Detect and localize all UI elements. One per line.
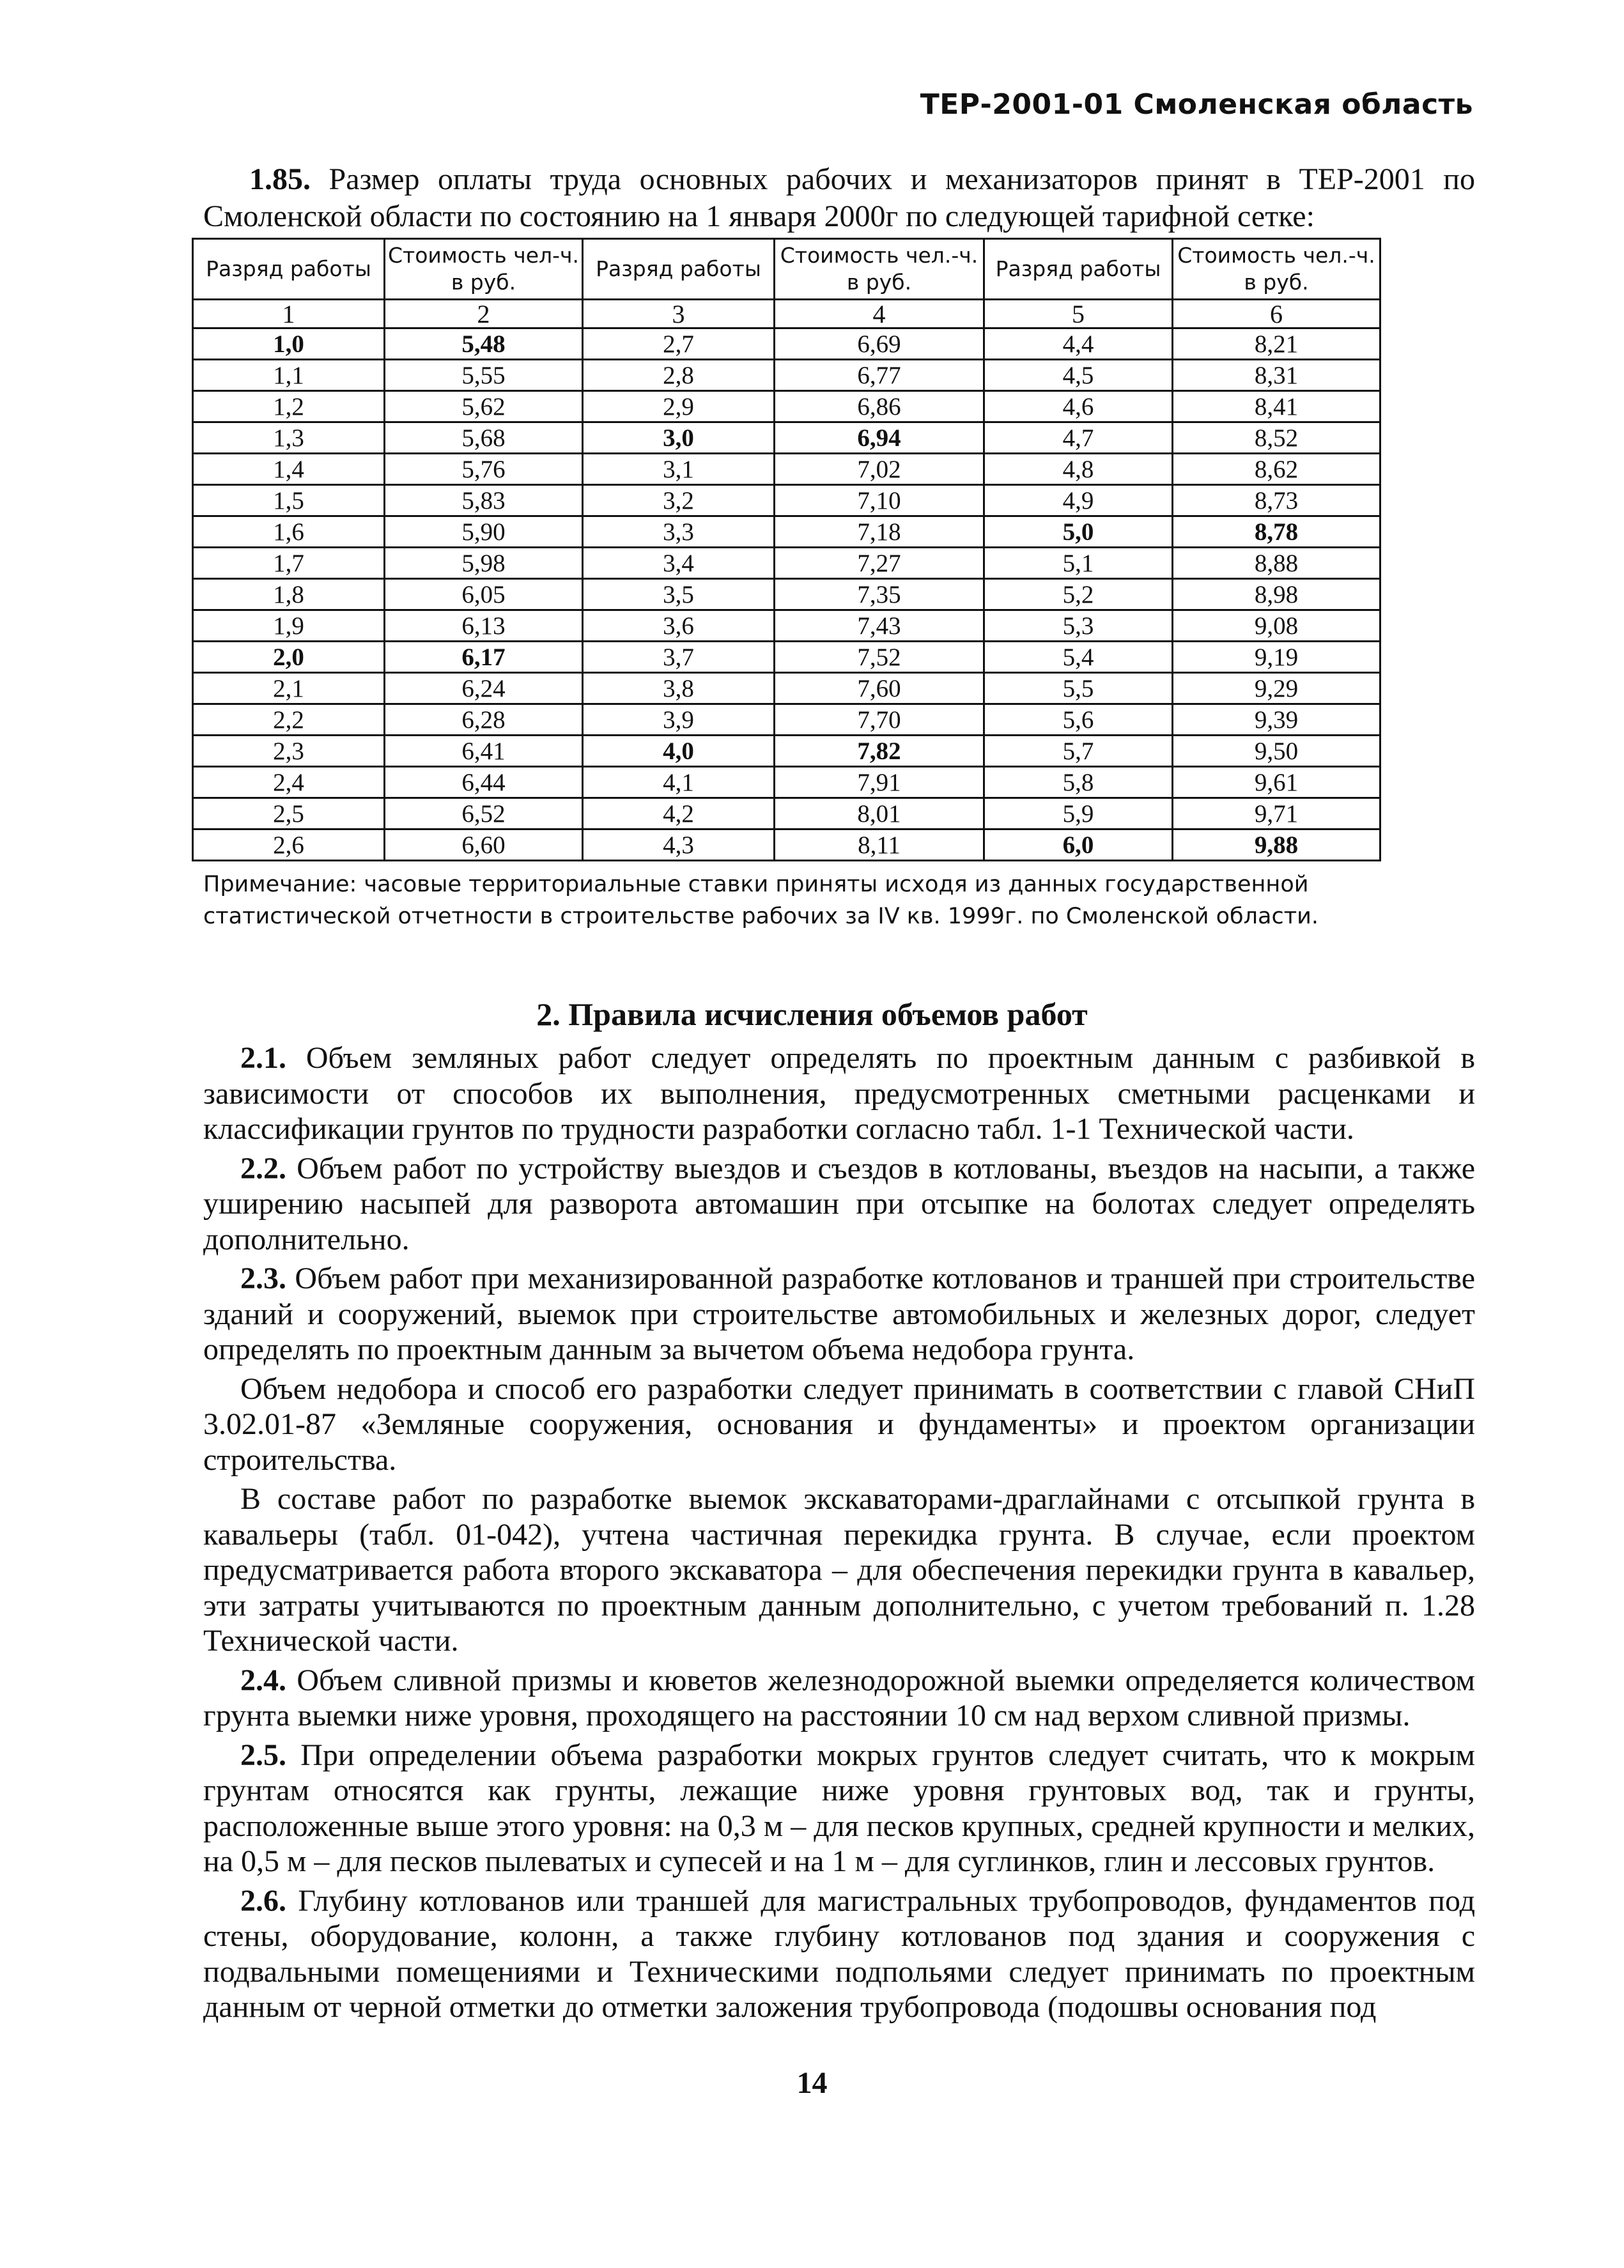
table-cell: 7,70 — [775, 704, 984, 736]
paragraph-text: Объем сливной призмы и кюветов железнодорожной выемки определяется количеством грунта выемки ниже уровня, проходящего на расстоянии 10 см над верхом сливной призмы. — [203, 1663, 1475, 1732]
page-number: 14 — [796, 2066, 828, 2100]
table-cell: 1,1 — [193, 360, 385, 391]
table-cell: 2,0 — [193, 642, 385, 673]
table-cell: 5,9 — [984, 798, 1173, 829]
header-cell: Стоимость чел.-ч. в руб. — [775, 239, 984, 300]
table-cell: 7,18 — [775, 516, 984, 548]
column-number: 3 — [583, 300, 775, 328]
table-cell: 7,82 — [775, 736, 984, 767]
table-cell: 4,2 — [583, 798, 775, 829]
table-header-row — [193, 239, 1380, 300]
table-cell: 6,17 — [385, 642, 583, 673]
table-cell: 8,73 — [1173, 485, 1380, 516]
paragraph-text: Объем недобора и способ его разработки следует принимать в соответствии с главой СНиП 3.02.01-87 «Земляные сооружения, основания и фундаменты» и проектом организации строительства. — [203, 1371, 1475, 1477]
table-cell: 4,0 — [583, 736, 775, 767]
table-cell: 1,6 — [193, 516, 385, 548]
table-cell: 5,0 — [984, 516, 1173, 548]
table-row — [193, 829, 1380, 861]
table-cell: 9,19 — [1173, 642, 1380, 673]
table-cell: 5,5 — [984, 673, 1173, 704]
table-cell: 4,6 — [984, 391, 1173, 422]
header-cell: Разряд работы — [984, 239, 1173, 300]
table-row — [193, 736, 1380, 767]
table-cell: 8,88 — [1173, 548, 1380, 579]
table-cell: 8,11 — [775, 829, 984, 861]
table-cell: 6,94 — [775, 422, 984, 454]
paragraph-number: 2.3. — [240, 1261, 286, 1295]
table-cell: 5,98 — [385, 548, 583, 579]
paragraph-text: В составе работ по разработке выемок экскаваторами-драглайнами с отсыпкой грунта в кавальеры (табл. 01-042), учтена частичная перекидка грунта. В случае, если проектом предусматривается работа второго экскаватора – для обеспечения перекидки грунта в кавальер, эти затраты учитываются по проектным данным дополнительно, с учетом требований п. 1.28 Технической части. — [203, 1482, 1475, 1658]
intro-paragraph — [203, 161, 1475, 235]
table-cell: 4,1 — [583, 767, 775, 798]
column-number: 5 — [984, 300, 1173, 328]
table-cell: 9,08 — [1173, 610, 1380, 642]
table-row — [193, 798, 1380, 829]
intro-text: Размер оплаты труда основных рабочих и механизаторов принят в ТЕР-2001 по Смоленской области по состоянию на 1 января 2000г по следующей тарифной сетке: — [203, 162, 1475, 233]
table-cell: 1,0 — [193, 328, 385, 360]
table-cell: 6,28 — [385, 704, 583, 736]
table-cell: 2,7 — [583, 328, 775, 360]
table-cell: 6,0 — [984, 829, 1173, 861]
table-cell: 4,8 — [984, 454, 1173, 485]
paragraph-number: 2.4. — [240, 1663, 286, 1697]
table-cell: 2,5 — [193, 798, 385, 829]
paragraph-number: 2.1. — [240, 1041, 286, 1075]
header-cell: Стоимость чел.-ч. в руб. — [1173, 239, 1380, 300]
table-cell: 8,98 — [1173, 579, 1380, 610]
table-cell: 1,9 — [193, 610, 385, 642]
running-header: ТЕР-2001-01 Смоленская область — [920, 88, 1473, 121]
table-cell: 5,2 — [984, 579, 1173, 610]
table-cell: 6,60 — [385, 829, 583, 861]
table-row — [193, 422, 1380, 454]
table-cell: 6,52 — [385, 798, 583, 829]
table-cell: 1,2 — [193, 391, 385, 422]
table-cell: 7,35 — [775, 579, 984, 610]
table-cell: 8,41 — [1173, 391, 1380, 422]
table-cell: 3,6 — [583, 610, 775, 642]
column-number: 1 — [193, 300, 385, 328]
table-cell: 8,21 — [1173, 328, 1380, 360]
table-row — [193, 548, 1380, 579]
column-number: 6 — [1173, 300, 1380, 328]
paragraph-text: Объем работ по устройству выездов и съездов в котлованы, въездов на насыпи, а также уширению насыпей для разворота автомашин при отсыпке на болотах следует определять дополнительно. — [203, 1151, 1475, 1256]
table-cell: 3,8 — [583, 673, 775, 704]
table-row — [193, 767, 1380, 798]
table-cell: 9,29 — [1173, 673, 1380, 704]
table-cell: 1,7 — [193, 548, 385, 579]
table-cell: 5,62 — [385, 391, 583, 422]
intro-number: 1.85. — [249, 162, 311, 196]
body-paragraph — [203, 1883, 1475, 2025]
table-cell: 5,7 — [984, 736, 1173, 767]
paragraph-text: Объем земляных работ следует определять по проектным данным с разбивкой в зависимости от способов их выполнения, предусмотренных сметными расценками и классификации грунтов по трудности разработки согласно табл. 1-1 Технической части. — [203, 1041, 1475, 1146]
body-paragraph — [203, 1040, 1475, 1147]
table-cell: 2,6 — [193, 829, 385, 861]
table-cell: 4,5 — [984, 360, 1173, 391]
table-cell: 1,4 — [193, 454, 385, 485]
table-cell: 7,10 — [775, 485, 984, 516]
table-cell: 6,69 — [775, 328, 984, 360]
table-cell: 4,9 — [984, 485, 1173, 516]
table-cell: 7,02 — [775, 454, 984, 485]
table-cell: 9,71 — [1173, 798, 1380, 829]
column-number: 4 — [775, 300, 984, 328]
table-cell: 8,31 — [1173, 360, 1380, 391]
body-paragraph — [203, 1261, 1475, 1368]
section-title: 2. Правила исчисления объемов работ — [536, 996, 1088, 1032]
body-paragraph — [203, 1371, 1475, 1478]
table-cell: 6,44 — [385, 767, 583, 798]
table-cell: 9,88 — [1173, 829, 1380, 861]
header-cell: Стоимость чел-ч. в руб. — [385, 239, 583, 300]
paragraph-text: При определении объема разработки мокрых грунтов следует считать, что к мокрым грунтам относятся как грунты, лежащие ниже уровня грунтовых вод, так и грунты, расположенные выше этого уровня: на 0,3 м – для песков крупных, средней крупности и мелких, на 0,5 м – для песков пылеватых и супесей и на 1 м – для суглинков, глин и лессовых грунтов. — [203, 1738, 1475, 1878]
table-cell: 6,13 — [385, 610, 583, 642]
table-cell: 5,1 — [984, 548, 1173, 579]
table-cell: 3,9 — [583, 704, 775, 736]
table-cell: 5,76 — [385, 454, 583, 485]
table-cell: 6,41 — [385, 736, 583, 767]
table-row — [193, 391, 1380, 422]
table-cell: 5,68 — [385, 422, 583, 454]
table-cell: 4,4 — [984, 328, 1173, 360]
table-cell: 1,3 — [193, 422, 385, 454]
table-cell: 5,90 — [385, 516, 583, 548]
table-note: Примечание: часовые территориальные ставки приняты исходя из данных государственной статистической отчетности в строительстве рабочих за IV кв. 1999г. по Смоленской области. — [203, 872, 1319, 929]
table-cell: 7,43 — [775, 610, 984, 642]
table-cell: 3,7 — [583, 642, 775, 673]
table-cell: 8,52 — [1173, 422, 1380, 454]
table-cell: 4,7 — [984, 422, 1173, 454]
table-cell: 6,86 — [775, 391, 984, 422]
table-cell: 7,60 — [775, 673, 984, 704]
table-cell: 3,0 — [583, 422, 775, 454]
table-cell: 5,3 — [984, 610, 1173, 642]
body-paragraph — [203, 1663, 1475, 1734]
table-cell: 5,83 — [385, 485, 583, 516]
header-cell: Разряд работы — [193, 239, 385, 300]
table-row — [193, 516, 1380, 548]
table-row — [193, 360, 1380, 391]
table-cell: 6,77 — [775, 360, 984, 391]
table-cell: 2,3 — [193, 736, 385, 767]
table-row — [193, 642, 1380, 673]
column-number-row — [193, 300, 1380, 328]
paragraph-number: 2.5. — [240, 1738, 286, 1772]
table-cell: 2,9 — [583, 391, 775, 422]
table-cell: 7,27 — [775, 548, 984, 579]
table-cell: 2,2 — [193, 704, 385, 736]
table-cell: 3,4 — [583, 548, 775, 579]
table-cell: 5,4 — [984, 642, 1173, 673]
table-cell: 3,3 — [583, 516, 775, 548]
column-number: 2 — [385, 300, 583, 328]
table-row — [193, 485, 1380, 516]
table-cell: 6,05 — [385, 579, 583, 610]
table-cell: 5,48 — [385, 328, 583, 360]
table-cell: 2,1 — [193, 673, 385, 704]
table-cell: 4,3 — [583, 829, 775, 861]
table-cell: 5,8 — [984, 767, 1173, 798]
paragraph-number: 2.2. — [240, 1151, 286, 1185]
table-cell: 3,2 — [583, 485, 775, 516]
table-cell: 8,01 — [775, 798, 984, 829]
table-cell: 8,78 — [1173, 516, 1380, 548]
table-cell: 3,5 — [583, 579, 775, 610]
body-paragraph — [203, 1151, 1475, 1258]
table-row — [193, 328, 1380, 360]
body-paragraph — [203, 1738, 1475, 1879]
table-cell: 7,91 — [775, 767, 984, 798]
paragraph-text: Объем работ при механизированной разработке котлованов и траншей при строительстве зданий и сооружений, выемок при строительстве автомобильных и железных дорог, следует определять по проектным данным за вычетом объема недобора грунта. — [203, 1261, 1475, 1366]
table-cell: 9,61 — [1173, 767, 1380, 798]
table-cell: 5,6 — [984, 704, 1173, 736]
paragraph-number: 2.6. — [240, 1883, 286, 1918]
table-cell: 7,52 — [775, 642, 984, 673]
tariff-table — [192, 238, 1381, 861]
body-text — [203, 1040, 1475, 2029]
body-paragraph — [203, 1481, 1475, 1659]
table-cell: 8,62 — [1173, 454, 1380, 485]
table-cell: 5,55 — [385, 360, 583, 391]
table-cell: 3,1 — [583, 454, 775, 485]
header-cell: Разряд работы — [583, 239, 775, 300]
table-row — [193, 454, 1380, 485]
table-cell: 1,5 — [193, 485, 385, 516]
table-cell: 9,50 — [1173, 736, 1380, 767]
table-cell: 2,4 — [193, 767, 385, 798]
table-row — [193, 704, 1380, 736]
table-cell: 2,8 — [583, 360, 775, 391]
table-cell: 6,24 — [385, 673, 583, 704]
table-row — [193, 673, 1380, 704]
table-cell: 9,39 — [1173, 704, 1380, 736]
table-row — [193, 610, 1380, 642]
table-row — [193, 579, 1380, 610]
paragraph-text: Глубину котлованов или траншей для магистральных трубопроводов, фундаментов под стены, оборудование, колонн, а также глубину котлованов под здания и сооружения с подвальными помещениями и Техническими подпольями следует принимать по проектным данным от черной отметки до отметки заложения трубопровода (подошвы основания под — [203, 1883, 1475, 2024]
table-cell: 1,8 — [193, 579, 385, 610]
